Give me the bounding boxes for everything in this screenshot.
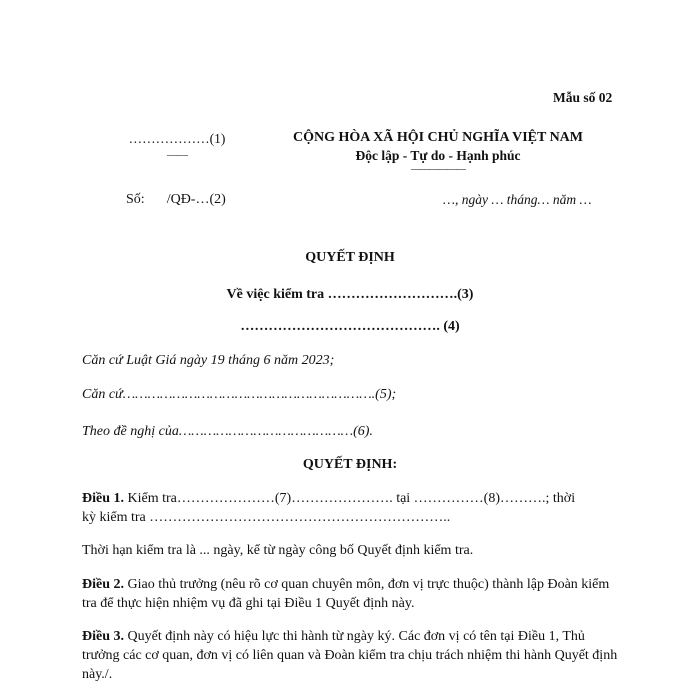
document-number-label: Số:: [126, 192, 145, 207]
country-name: CỘNG HÒA XÃ HỘI CHỦ NGHĨA VIỆT NAM: [292, 130, 583, 145]
legal-basis-1: Căn cứ Luật Giá ngày 19 tháng 6 năm 2023;: [82, 353, 335, 368]
inspection-deadline: Thời hạn kiểm tra là ... ngày, kể từ ngày công bố Quyết định kiểm tra.: [82, 543, 474, 558]
article-1-label: Điều 1.: [82, 491, 124, 506]
decision-title: QUYẾT ĐỊNH: [305, 250, 395, 265]
national-motto: Độc lập - Tự do - Hạnh phúc: [355, 148, 521, 163]
article-1-text: Kiểm tra…………………(7)…………………. tại ……………(8)……….; thời: [124, 491, 576, 506]
agency-divider: ——: [167, 149, 187, 161]
document-number-code: /QĐ-…(2): [166, 192, 226, 207]
decision-subject-continued: ……………………………………. (4): [240, 319, 460, 334]
motto-divider: ——————: [411, 164, 465, 175]
legal-basis-2: Căn cứ…………………………………………………….(5);: [82, 387, 397, 402]
article-2-text: Giao thủ trưởng (nêu rõ cơ quan chuyên môn, đơn vị trực thuộc) thành lập Đoàn kiểm tra để thực hiện nhiệm vụ đã ghi tại Điều 1 Quyết định này.: [82, 577, 610, 611]
decision-subject: Về việc kiểm tra ……………………….(3): [226, 287, 474, 302]
article-3-text: Quyết định này có hiệu lực thi hành từ ngày ký. Các đơn vị có tên tại Điều 1, Thủ trưởng các cơ quan, đơn vị có liên quan và Đoàn kiểm tra chịu trách nhiệm thi hành Quyết định này./.: [82, 629, 618, 682]
issuing-agency-name: ………………(1): [128, 131, 226, 146]
form-number: Mẫu số 02: [553, 90, 613, 105]
document-number: [126, 192, 226, 208]
date-place-line: …, ngày … tháng… năm …: [443, 192, 592, 207]
legal-basis-3: Theo đề nghị của……………………………………(6).: [82, 424, 373, 439]
article-1: [82, 489, 622, 508]
issuing-agency-block: [112, 131, 242, 160]
decide-heading: QUYẾT ĐỊNH:: [302, 457, 398, 472]
national-header: [278, 130, 598, 175]
article-2-label: Điều 2.: [82, 577, 124, 592]
article-3-label: Điều 3.: [82, 629, 124, 644]
article-2: [82, 575, 622, 613]
article-3: [82, 627, 622, 684]
article-1-continued: kỳ kiểm tra ………………………………………………………..: [82, 510, 451, 525]
